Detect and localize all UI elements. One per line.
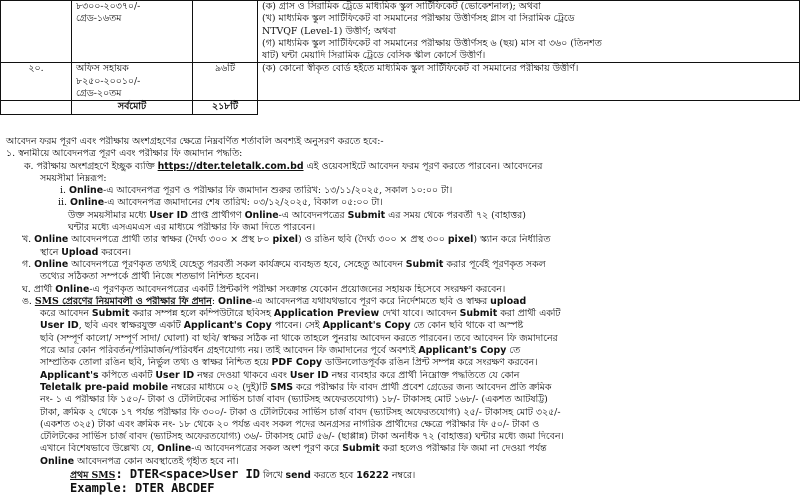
item-uma xyxy=(0,296,800,468)
qualification-line: NTVQF (Level-1) উত্তীর্ণ; অথবা xyxy=(262,25,397,37)
paragraph-text: , ছবি এবং স্বাক্ষরযুক্ত একটি xyxy=(78,320,184,332)
paragraph-text: করা হলেও পরীক্ষার ফি জমা না দেওয়া পর্যন্ত xyxy=(379,443,547,455)
item-text: -এ পূরণকৃত আবেদনপত্রের একটি প্রিন্টকপি পরীক্ষা সংক্রান্ত যেকোন প্রয়োজনের সহায়ক হিসেবে সংরক্ষণ করবেন। xyxy=(89,283,506,295)
count-cell: ৯৬টি xyxy=(193,63,258,101)
paragraph-text: নম্বর দেওয়া থাকবে এবং xyxy=(194,369,290,381)
item-text: এই ওয়েবসাইটে আবেদন ফরম পূরণ করতে পারবেন। আবেদনের xyxy=(306,160,543,172)
item-uma-line xyxy=(0,357,800,369)
paragraph-text: -এ আবেদনপত্র যথাযথভাবে পূরণ করে নির্দেশমতে ছবি ও স্বাক্ষর xyxy=(252,295,491,307)
sms-heading: SMS প্রেরণের নিয়মাবলী ও পরীক্ষার ফি প্রদান xyxy=(34,295,212,307)
post-grade: গ্রেড-১৬তম xyxy=(76,13,122,25)
paragraph-text: দেখা যাবে। আবেদন xyxy=(379,308,460,320)
sms-text: করতে হবে xyxy=(313,470,354,482)
latin-term: User ID xyxy=(289,369,329,381)
paragraph-text: : xyxy=(211,295,218,307)
paragraph-text: নম্বর ব্যবহার করে প্রার্থী নিম্নোক্ত পদ্ধতিতে যে কোন xyxy=(328,369,520,381)
item-text: প্রার্থী xyxy=(33,283,53,295)
item-number: ঘ. xyxy=(22,283,31,295)
latin-term: Submit xyxy=(459,308,498,320)
sub-note-line-2: ঘন্টার মধ্যে এসএমএস এর মাধ্যমে পরীক্ষার ফি জমা দিতে পারবেন। xyxy=(68,222,316,234)
pixel-term: pixel xyxy=(272,234,299,246)
note-text: প্রাপ্ত প্রার্থীগণ xyxy=(190,209,242,221)
sub-note-line-1 xyxy=(0,210,800,222)
qualification-line: (গ) মাধ্যমিক স্কুল সার্টিফিকেট বা সমমানের পরীক্ষায় উত্তীর্ণসহ ৬ (ছয়) মাস বা ৩৬০ (তিনশত xyxy=(262,37,602,49)
note-text: -এ আবেদনপত্রের xyxy=(278,209,345,221)
item-uma-line xyxy=(0,456,800,468)
latin-term: Submit xyxy=(91,308,130,320)
item-uma-line xyxy=(0,419,800,431)
sms-example-code: : DTER ABCDEF xyxy=(120,482,215,496)
serial-cell xyxy=(1,1,72,63)
sms-example-line xyxy=(0,482,800,496)
sms-number: 16222 xyxy=(356,470,389,482)
latin-term: Applicant's Copy xyxy=(418,345,507,357)
count-cell xyxy=(193,1,258,63)
latin-term: SMS xyxy=(270,381,294,393)
paragraph-text: করার সম্পন্ন হলে কম্পিউটারে ছবিসহ xyxy=(129,308,274,320)
table-row xyxy=(1,63,800,101)
item-text: আবেদনপত্রে পূরণকৃত তথ্যই যেহেতু পরবর্তী সকল কার্যক্রমে ব্যবহৃত হবে, সেহেতু আবেদন xyxy=(71,258,403,270)
instructions xyxy=(0,136,800,497)
latin-term: Applicant's xyxy=(40,369,99,381)
latin-term: Submit xyxy=(342,443,380,455)
online-term: Online xyxy=(244,209,279,221)
section-number: ১. xyxy=(6,148,16,160)
latin-term: PDF Copy xyxy=(271,357,323,369)
paragraph-text: পরে আর কোন পরিবর্তন/পরিমার্জন/পরিবর্ধন গ্রহণযোগ্য নয়। তাই আবেদন ফি জমাদানের পূর্বে অবশ্যই xyxy=(40,345,419,357)
item-uma-line xyxy=(0,333,800,345)
item-ga xyxy=(0,259,800,271)
paragraph-text: ছবি (সম্পূর্ণ কালো/ সম্পূর্ণ সাদা/ ঘোলা) বা ছবি/ স্বাক্ষর সঠিক না থাকে তাহলে পুনরায় আবেদন করতে পারবেন। তবে আবেদন ফি জমাদানের xyxy=(40,332,558,344)
paragraph-text: তে xyxy=(506,345,521,357)
item-uma-line xyxy=(0,345,800,357)
qualification-cell xyxy=(258,1,800,63)
online-term: Online xyxy=(55,283,90,295)
post-pay-scale: ৮৩০০-২০৩৭০/- xyxy=(76,1,141,12)
submit-term: Submit xyxy=(405,258,444,270)
sub-item-i xyxy=(0,185,800,197)
item-uma-line xyxy=(0,394,800,406)
item-text: আবেদনপত্রে প্রার্থী তার স্বাক্ষর (দৈর্ঘ্য ৩০০ × প্রস্থ ৮০ xyxy=(71,234,270,246)
latin-term: Online xyxy=(218,295,253,307)
send-term: send xyxy=(285,470,311,482)
qualification-line: (খ) মাধ্যমিক স্কুল সার্টিফিকেট বা সমমানের পরীক্ষায় উত্তীর্ণসহ গ্লাস বা সিরামিক ট্রেডে xyxy=(262,13,575,25)
submit-term: Submit xyxy=(347,209,386,221)
sms-first-line xyxy=(0,468,800,482)
latin-term: upload xyxy=(490,295,527,307)
item-uma-line xyxy=(0,320,800,332)
total-label: সর্বমোট xyxy=(72,101,193,114)
item-number: ঙ. xyxy=(22,295,35,307)
paragraph-text: টেলিটকের সার্ভিস চার্জ বাবদ (ভ্যাটসহ অফেরতযোগ্য) ৩৬/- টাকাসহ মোট ৫৬/- (ছাপ্পান্ন) টাকা অনধিক ৭২ (বাহাত্তর) ঘন্টার মধ্যে জমা দিবেন। xyxy=(40,431,564,443)
paragraph-text: নং- ১ এ পরীক্ষার ফি ১৫০/- টাকা ও টেলিটকের সার্ভিস চার্জ বাবদ (ভ্যাটসহ অফেরতযোগ্য) ১৮/- টাকাসহ মোট ১৬৮/- (একশত আটষট্টি) xyxy=(40,394,548,406)
paragraph-text: ডাউনলোডপূর্বক রঙিন প্রিন্ট সম্পন্ন করে সংরক্ষণ করবেন। xyxy=(322,357,538,369)
latin-term: User ID xyxy=(40,320,79,332)
post-pay-scale: ৮২৫০-২০০১০/- xyxy=(76,75,141,87)
paragraph-text: সাম্প্রতিক তোলা রঙিন ছবি, নির্ভুল তথ্য ও স্বাক্ষর নিশ্চিত হয়ে xyxy=(40,357,272,369)
item-text: ) স্ক্যান করে নির্ধারিত xyxy=(473,234,551,246)
item-text: করার পূর্বেই পূরণকৃত সকল xyxy=(446,258,546,270)
sms-first-code: : DTER<space>User ID xyxy=(115,468,260,482)
item-uma-line xyxy=(0,443,800,455)
table-row xyxy=(1,101,800,114)
post-grade: গ্রেড-২০তম xyxy=(76,88,122,100)
paragraph-text: -এ আবেদনপত্রের সকল অংশ পূরণ করে xyxy=(191,443,343,455)
item-uma-line xyxy=(0,407,800,419)
qualification-line: (ক) গ্রাস ও সিরামিক ট্রেডে মাধ্যমিক স্কুল সার্টিফিকেট (ভোকেশনাল); অথবা xyxy=(262,1,541,12)
latin-term: User ID xyxy=(155,369,195,381)
item-gha xyxy=(0,284,800,296)
paragraph-text: এখানে বিশেষভাবে উল্লেখ্য যে, xyxy=(40,443,158,455)
paragraph-text: করে পরীক্ষার ফি বাবদ প্রার্থী প্রবেশ গ্রেডের জন্য আবেদন প্রতি ক্রমিক xyxy=(293,381,552,393)
item-ka xyxy=(0,161,800,173)
paragraph-text: করে আবেদন xyxy=(40,308,92,320)
item-kha xyxy=(0,234,800,246)
item-uma-line xyxy=(0,370,800,382)
latin-term: Teletalk pre-paid mobile xyxy=(40,381,169,393)
paragraph-text: নম্বরের মাধ্যমে ০২ (দুই)টি xyxy=(168,381,271,393)
sms-text: লিখে xyxy=(262,470,283,482)
note-text: এর সময় থেকে পরবর্তী ৭২ (বাহাত্তর) xyxy=(388,209,526,221)
sub-item-number: ii. xyxy=(58,197,67,209)
item-uma-line xyxy=(0,308,800,320)
item-ka-line-2: সময়সীমা নিম্নরূপ: xyxy=(40,172,107,184)
paragraph-text: আবেদনপত্র কোন অবস্থাতেই গৃহীত হবে না। xyxy=(74,455,239,467)
post-cell xyxy=(72,63,193,101)
latin-term: Online xyxy=(157,443,192,455)
empty-cell xyxy=(258,101,800,114)
empty-cell xyxy=(1,101,72,114)
item-number: খ. xyxy=(22,234,32,246)
website-link[interactable]: https://dter.teletalk.com.bd xyxy=(157,160,304,172)
item-text: ) ও রঙিন ছবি (দৈর্ঘ্য ৩০০ × প্রস্থ ৩০০ xyxy=(298,234,445,246)
paragraph-text: (একশত ৩২৫) টাকা এবং ক্রমিক নং- ১৮ থেকে ২০ পর্যন্ত এবং সকল পদের অনগ্রসর নাগরিক প্রার্থীদের ক্ষেত্রে পরীক্ষার ফি ৫০/- টাকা ও xyxy=(40,418,540,430)
item-text: করবেন। xyxy=(101,246,131,258)
qualification-cell xyxy=(258,63,800,101)
latin-term: Applicant's Copy xyxy=(322,320,411,332)
sub-item-text: -এ আবেদনপত্র পূরণ ও পরীক্ষার ফি জমাদান শুরুর তারিখ: ১৩/১১/২০২৫, সকাল ১০:০০ টা। xyxy=(103,185,453,197)
post-cell xyxy=(72,1,193,63)
paragraph-text: করা প্রার্থী একটি xyxy=(497,308,561,320)
sub-item-text: -এ আবেদনপত্র জমাদানের শেষ তারিখ: ০৩/১২/২০২৫, বিকাল ০৫:০০ টা। xyxy=(104,197,383,209)
online-term: Online xyxy=(69,197,105,209)
online-term: Online xyxy=(34,234,69,246)
paragraph-text: তে কোন ছবি থাকে বা অস্পষ্ট xyxy=(410,320,524,332)
latin-term: Application Preview xyxy=(273,308,380,320)
sub-item-ii xyxy=(0,197,800,209)
online-term: Online xyxy=(34,258,69,270)
post-table xyxy=(0,0,800,115)
latin-term: Online xyxy=(40,455,75,467)
online-term: Online xyxy=(68,185,104,197)
qualification-line: (ক) কোনো স্বীকৃত বোর্ড হইতে মাধ্যমিক স্কুল সার্টিফিকেট বা সমমানের পরীক্ষায় উত্তীর্ণ। xyxy=(262,63,579,75)
qualification-line: ষাট) ঘন্টা মেয়াদি সিরামিক ট্রেডে বেসিক স্কীল কোর্সে উত্তীর্ণ। xyxy=(262,50,486,62)
latin-term: Applicant's Copy xyxy=(183,320,272,332)
sms-example-label: Example xyxy=(70,482,121,496)
item-uma-line xyxy=(0,382,800,394)
item-kha-line-2 xyxy=(0,247,800,259)
total-count: ২১৮টি xyxy=(193,101,258,114)
paragraph-text: টাকা, ক্রমিক ২ থেকে ১৭ পর্যন্ত পরীক্ষার ফি ৩০০/- টাকা ও টেলিটকের সার্ভিস চার্জ বাবদ (ভ্যাটসহ অফেরতযোগ্য) ২৫/- টাকাসহ মোট ৩২৫/- xyxy=(40,406,561,418)
section-title: স্বনামীয়ে আবেদনপত্র পূরণ এবং পরীক্ষার ফি জমাদান পদ্ধতি: xyxy=(18,148,243,160)
item-uma-line xyxy=(0,431,800,443)
item-uma-line xyxy=(0,296,800,308)
note-text: উক্ত সময়সীমার মধ্যে xyxy=(68,209,147,221)
user-id-term: User ID xyxy=(149,209,188,221)
item-number: ক. xyxy=(24,160,34,172)
paragraph-text: পাবেন। সেই xyxy=(271,320,323,332)
item-text: পরীক্ষায় অংশগ্রহণে ইচ্ছুক ব্যক্তি xyxy=(36,160,155,172)
post-title: অফিস সহায়ক xyxy=(76,63,129,75)
sms-text: নম্বরে। xyxy=(391,470,416,482)
table-row xyxy=(1,1,800,63)
upload-term: Upload xyxy=(61,246,99,258)
item-ga-line-2: তথ্যের সঠিকতা সম্পর্কে প্রার্থী নিজে শতভাগ নিশ্চিত হবেন। xyxy=(40,271,259,283)
item-text: স্থানে xyxy=(40,246,59,258)
sms-first-label: প্রথম SMS xyxy=(70,470,116,482)
intro-text: আবেদন ফরম পূরণ এবং পরীক্ষায় অংশগ্রহণের ক্ষেত্রে নিম্নবর্ণিত শর্তাবলি অবশ্যই অনুসরণ করতে হবে:- xyxy=(6,136,384,147)
serial-cell: ২০. xyxy=(1,63,72,101)
sub-item-number: i. xyxy=(60,185,66,197)
paragraph-text: কপিতে একটি xyxy=(98,369,156,381)
pixel-term: pixel xyxy=(447,234,474,246)
item-number: গ. xyxy=(22,258,32,270)
section-1-heading xyxy=(0,148,800,160)
